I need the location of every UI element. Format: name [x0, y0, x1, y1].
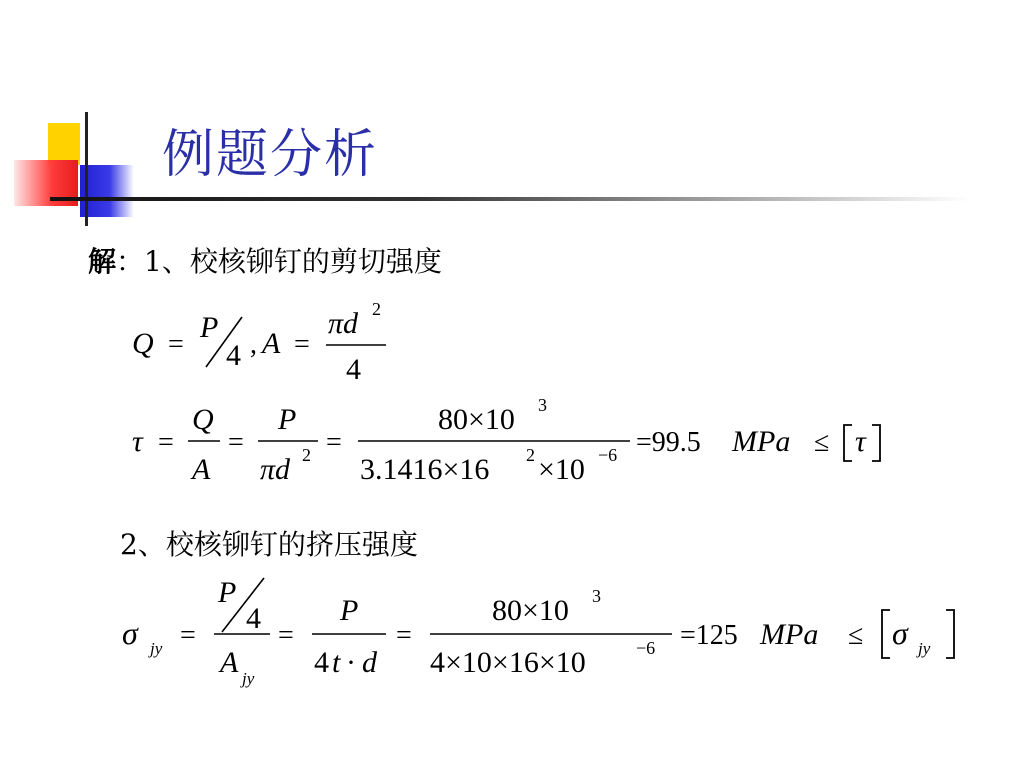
- eq3-den-t: t: [332, 646, 341, 679]
- eq1-comma: ,: [250, 329, 257, 360]
- equation-3: [118, 572, 968, 701]
- eq2-leq: ≤: [814, 427, 830, 458]
- eq3-den-4: 4: [314, 646, 329, 679]
- eq3-A-sub: jy: [242, 669, 255, 688]
- step1-text: ：1、校核铆钉的剪切强度: [116, 245, 442, 278]
- eq3-equals-2: =: [278, 620, 294, 651]
- eq2-denominator-exp2: 2: [526, 445, 535, 465]
- slide-title: 例题分析: [162, 125, 379, 185]
- eq1-equals-2: =: [294, 329, 310, 360]
- eq3-sigma-allow-sub: jy: [918, 639, 931, 658]
- eq1-equals: =: [168, 329, 184, 360]
- eq1-exp-2: 2: [372, 299, 381, 319]
- eq3-equals-3: =: [396, 620, 412, 651]
- eq3-sigma: σ: [122, 615, 138, 651]
- eq3-den-d: d: [362, 646, 377, 679]
- eq1-Q: Q: [132, 327, 154, 360]
- eq2-tau-allow: τ: [855, 425, 866, 458]
- eq2-equals-1: =: [158, 427, 174, 458]
- eq3-denominator: 4×10×16×10: [430, 646, 586, 679]
- eq3-denominator-exp: −6: [636, 638, 656, 658]
- eq3-bracket-left: [882, 610, 890, 658]
- eq3-equals-1: =: [180, 620, 196, 651]
- eq2-numerator: 80×10: [438, 403, 515, 436]
- eq3-four: 4: [246, 602, 261, 635]
- eq2-exp-2: 2: [302, 445, 311, 465]
- eq1-four: 4: [226, 339, 241, 372]
- eq2-result: =99.5: [636, 427, 701, 458]
- eq3-numerator: 80×10: [492, 594, 569, 627]
- eq2-pi-d: πd: [260, 453, 291, 486]
- eq2-A: A: [192, 453, 211, 486]
- eq1-P: P: [200, 311, 219, 344]
- eq3-sigma-allow: σ: [892, 615, 908, 651]
- step1-line: [88, 240, 442, 280]
- eq3-unit: MPa: [760, 618, 819, 651]
- eq1-denominator: 4: [346, 353, 361, 386]
- eq3-den-dot: ·: [346, 646, 356, 679]
- eq2-Q: Q: [192, 403, 214, 436]
- eq2-denominator-exp: −6: [598, 445, 618, 465]
- eq2-P: P: [278, 403, 297, 436]
- eq2-equals-2: =: [228, 427, 244, 458]
- eq3-P: P: [218, 576, 237, 609]
- eq1-A: A: [262, 327, 281, 360]
- decor-vertical-line: [85, 112, 88, 226]
- eq3-leq: ≤: [848, 620, 864, 651]
- eq3-A: A: [220, 646, 239, 679]
- eq2-denominator-a: 3.1416×16: [360, 453, 490, 486]
- eq2-equals-3: =: [326, 427, 342, 458]
- eq3-numerator-exp: 3: [592, 586, 601, 606]
- decor-yellow-square: [48, 123, 80, 165]
- eq3-sigma-sub: jy: [150, 639, 163, 658]
- eq3-P2: P: [340, 594, 359, 627]
- equation-1: [128, 295, 408, 394]
- eq3-result: =125: [680, 620, 738, 651]
- equation-2: [128, 395, 898, 499]
- eq3-bracket-right: [946, 610, 954, 658]
- step2-line: 2、校核铆钉的挤压强度: [120, 528, 418, 561]
- title-underline: [50, 197, 970, 201]
- solution-label: 解: [88, 245, 117, 278]
- decor-blue-square: [80, 165, 134, 217]
- eq2-tau: τ: [132, 425, 143, 458]
- eq2-denominator-b: ×10: [538, 453, 585, 486]
- eq2-bracket-left: [844, 425, 852, 461]
- eq2-unit: MPa: [732, 425, 791, 458]
- eq2-bracket-right: [872, 425, 880, 461]
- eq2-numerator-exp: 3: [538, 395, 547, 415]
- eq1-pi-d: πd: [328, 307, 359, 340]
